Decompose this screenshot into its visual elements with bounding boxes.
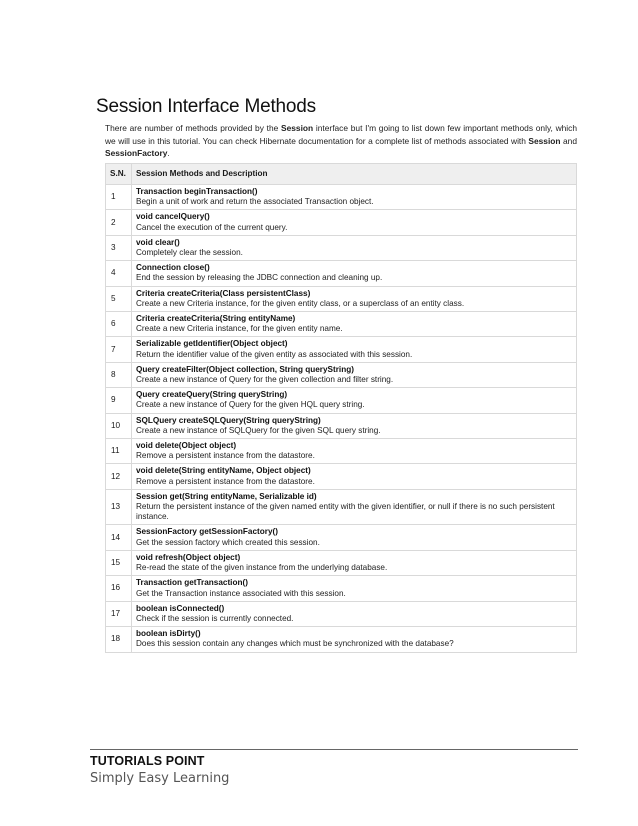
- row-number: 4: [106, 261, 132, 286]
- method-cell: [132, 286, 577, 311]
- method-cell: [132, 576, 577, 601]
- method-signature: void delete(String entityName, Object object): [136, 466, 311, 476]
- table-row: [106, 439, 577, 464]
- intro-bold-sessionfactory: SessionFactory: [105, 148, 168, 159]
- method-signature: Criteria createCriteria(String entityName): [136, 314, 296, 324]
- method-cell: [132, 464, 577, 489]
- method-description: Completely clear the session.: [136, 248, 243, 258]
- row-number: 18: [106, 627, 132, 652]
- method-signature: void cancelQuery(): [136, 212, 210, 222]
- method-description: Get the session factory which created this session.: [136, 537, 320, 547]
- method-cell: [132, 627, 577, 652]
- method-signature: void clear(): [136, 237, 180, 247]
- row-number: 16: [106, 576, 132, 601]
- intro-bold-session: Session: [281, 123, 314, 133]
- method-cell: [132, 439, 577, 464]
- method-description: Create a new Criteria instance, for the given entity name.: [136, 324, 343, 334]
- method-description: Create a new instance of Query for the given collection and filter string.: [136, 375, 394, 385]
- header-methods: Session Methods and Description: [132, 164, 577, 185]
- method-cell: [132, 489, 577, 525]
- row-number: 11: [106, 439, 132, 464]
- table-row: [106, 286, 577, 311]
- table-row: [106, 185, 577, 210]
- table-row: [106, 413, 577, 438]
- row-number: 8: [106, 362, 132, 387]
- row-number: 3: [106, 235, 132, 260]
- table-row: [106, 576, 577, 601]
- method-cell: [132, 312, 577, 337]
- intro-paragraph: [105, 122, 577, 160]
- row-number: 15: [106, 550, 132, 575]
- page-title: Session Interface Methods: [96, 96, 316, 117]
- method-cell: [132, 337, 577, 362]
- method-signature: Transaction getTransaction(): [136, 578, 248, 588]
- row-number: 5: [106, 286, 132, 311]
- row-number: 1: [106, 185, 132, 210]
- table-row: [106, 337, 577, 362]
- row-number: 10: [106, 413, 132, 438]
- method-cell: [132, 413, 577, 438]
- intro-text-1: There are number of methods provided by the: [105, 123, 282, 133]
- method-description: End the session by releasing the JDBC connection and cleaning up.: [136, 273, 383, 283]
- table-row: [106, 261, 577, 286]
- row-number: 9: [106, 388, 132, 413]
- method-signature: Query createFilter(Object collection, String queryString): [136, 364, 354, 374]
- table-row: [106, 601, 577, 626]
- table-header-row: [106, 164, 577, 185]
- table-row: [106, 550, 577, 575]
- table-row: [106, 362, 577, 387]
- intro-text-4: .: [167, 148, 170, 159]
- method-signature: boolean isDirty(): [136, 629, 201, 639]
- method-cell: [132, 235, 577, 260]
- method-signature: boolean isConnected(): [136, 603, 225, 613]
- method-cell: [132, 550, 577, 575]
- method-signature: void delete(Object object): [136, 441, 237, 451]
- method-cell: [132, 261, 577, 286]
- table-row: [106, 464, 577, 489]
- method-signature: Connection close(): [136, 263, 210, 273]
- method-signature: Query createQuery(String queryString): [136, 390, 288, 400]
- method-description: Begin a unit of work and return the associated Transaction object.: [136, 197, 374, 207]
- method-description: Create a new instance of Query for the given HQL query string.: [136, 400, 365, 410]
- method-signature: Serializable getIdentifier(Object object): [136, 339, 288, 349]
- method-description: Cancel the execution of the current query.: [136, 222, 288, 232]
- row-number: 13: [106, 489, 132, 525]
- row-number: 17: [106, 601, 132, 626]
- row-number: 6: [106, 312, 132, 337]
- footer-brand: TUTORIALS POINT: [90, 754, 205, 768]
- method-signature: void refresh(Object object): [136, 552, 241, 562]
- method-cell: [132, 362, 577, 387]
- method-description: Return the identifier value of the given entity as associated with this session.: [136, 349, 413, 359]
- table-body: [106, 185, 577, 653]
- method-description: Return the persistent instance of the given named entity with the given identifier, or null if there is no such persistent instance.: [136, 502, 555, 522]
- table-row: [106, 388, 577, 413]
- footer-divider: [90, 749, 578, 750]
- intro-text-3: and: [560, 135, 577, 146]
- intro-text-2: interface but I'm going to list down few important methods only, which we will use in this tutorial. You can check Hibernate documentation for a complete list of methods associated with: [105, 123, 577, 146]
- intro-bold-session-2: Session: [528, 135, 561, 146]
- method-description: Remove a persistent instance from the datastore.: [136, 476, 315, 486]
- method-description: Get the Transaction instance associated with this session.: [136, 588, 346, 598]
- method-description: Does this session contain any changes which must be synchronized with the database?: [136, 639, 454, 649]
- method-description: Remove a persistent instance from the datastore.: [136, 451, 315, 461]
- method-description: Re-read the state of the given instance from the underlying database.: [136, 563, 388, 573]
- method-description: Create a new Criteria instance, for the given entity class, or a superclass of an entity class.: [136, 298, 465, 308]
- header-sn: S.N.: [106, 164, 132, 185]
- table-row: [106, 489, 577, 525]
- table-row: [106, 627, 577, 652]
- method-cell: [132, 185, 577, 210]
- method-cell: [132, 388, 577, 413]
- method-signature: Session get(String entityName, Serializable id): [136, 491, 317, 501]
- row-number: 2: [106, 210, 132, 235]
- method-signature: Criteria createCriteria(Class persistentClass): [136, 288, 311, 298]
- method-cell: [132, 601, 577, 626]
- row-number: 7: [106, 337, 132, 362]
- method-signature: Transaction beginTransaction(): [136, 187, 258, 196]
- method-signature: SQLQuery createSQLQuery(String queryString): [136, 415, 321, 425]
- footer-tagline: Simply Easy Learning: [90, 771, 230, 786]
- row-number: 12: [106, 464, 132, 489]
- method-cell: [132, 525, 577, 550]
- table-row: [106, 312, 577, 337]
- row-number: 14: [106, 525, 132, 550]
- method-description: Check if the session is currently connected.: [136, 613, 294, 623]
- method-cell: [132, 210, 577, 235]
- table-row: [106, 525, 577, 550]
- method-signature: SessionFactory getSessionFactory(): [136, 527, 278, 537]
- session-methods-table: [105, 163, 577, 653]
- table-row: [106, 210, 577, 235]
- table-row: [106, 235, 577, 260]
- method-description: Create a new instance of SQLQuery for the given SQL query string.: [136, 425, 381, 435]
